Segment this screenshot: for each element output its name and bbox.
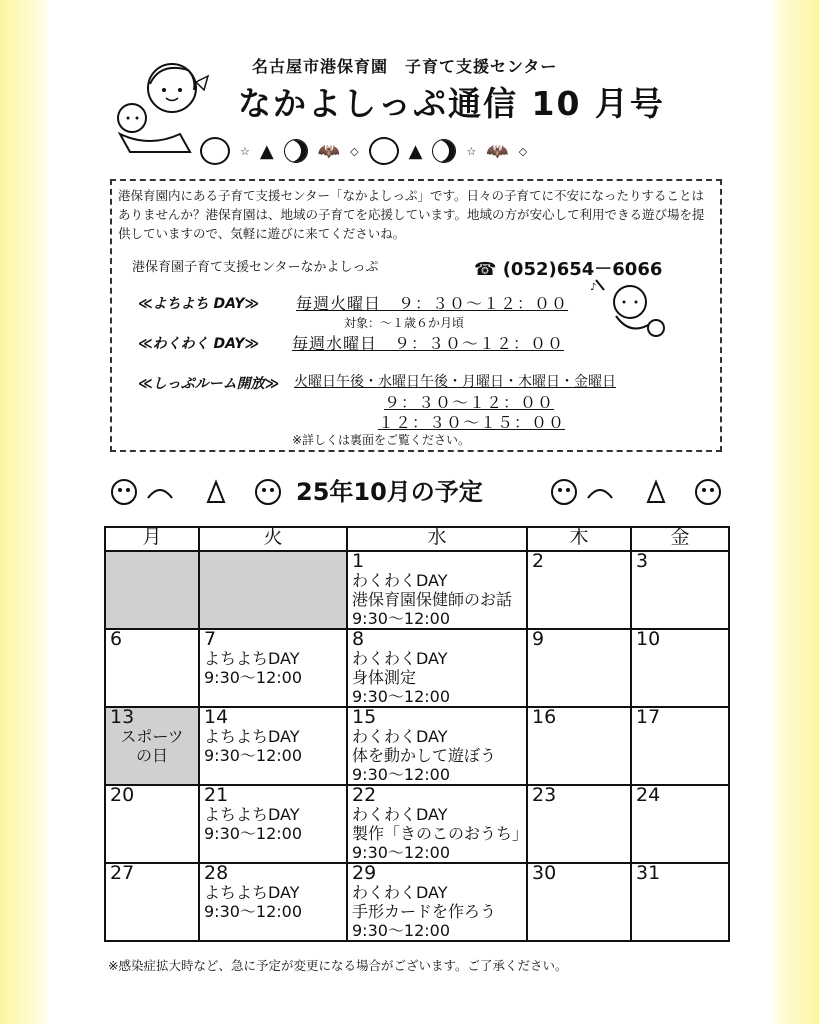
calendar-day-cell (347, 863, 527, 941)
day-number: 22 (352, 784, 377, 806)
day-number: 24 (636, 784, 661, 806)
calendar-day-cell (199, 785, 347, 863)
day-number: 14 (204, 706, 229, 728)
calendar-day-cell (199, 863, 347, 941)
bat-icon: 🦇 (317, 140, 341, 162)
calendar-day-cell (105, 863, 199, 941)
day-event-line: 9:30～12:00 (352, 843, 451, 862)
day-number: 27 (110, 862, 135, 884)
calendar-day-cell (631, 629, 729, 707)
day-event-line: 9:30～12:00 (204, 668, 303, 687)
day-number: 7 (204, 628, 217, 650)
day-event-line: わくわくDAY (352, 727, 448, 746)
day-number: 30 (532, 862, 557, 884)
weekday-header: 火 (199, 527, 347, 551)
room-open-label: ≪しっぷルーム開放≫ (138, 376, 280, 392)
witch-hat-icon: ▲ (259, 140, 274, 162)
calendar-day-cell (199, 707, 347, 785)
day-number: 17 (636, 706, 661, 728)
calendar-day-cell (527, 551, 631, 629)
day-event-line: 港保育園保健師のお話 (352, 590, 513, 609)
baby-illustration (590, 276, 670, 340)
svg-text:♪: ♪ (590, 282, 597, 293)
day-event-line: わくわくDAY (352, 805, 448, 824)
calendar-day-cell (631, 863, 729, 941)
day-event-line: 9:30～12:00 (204, 746, 303, 765)
center-name: 港保育園子育て支援センターなかよしっぷ (132, 260, 379, 275)
calendar-day-cell (347, 629, 527, 707)
candy-icon: ◇ (350, 144, 359, 158)
day-number: 10 (636, 628, 661, 650)
intro-text: 港保育園内にある子育て支援センター「なかよしっぷ」です。日々の子育てに不安になったりすることはありませんか？港保育園は、地域の子育てを応援しています。地域の方が安心して利用できる遊び場を提供していますので、気軽に遊びに来てくださいね。 (118, 188, 705, 241)
day-event-line: 9:30～12:00 (352, 765, 451, 784)
calendar-day-cell (105, 785, 199, 863)
calendar-day-cell (527, 785, 631, 863)
mother-baby-illustration (110, 56, 210, 156)
day-event-line: 9:30～12:00 (204, 902, 303, 921)
waku-day-time: 毎週水曜日 ９：３０～１２：００ (292, 334, 565, 353)
calendar-week-row (105, 551, 729, 629)
bat-icon: 🦇 (486, 140, 509, 162)
calendar-day-cell (347, 707, 527, 785)
day-number: 20 (110, 784, 135, 806)
day-number: 8 (352, 628, 365, 650)
yochi-day-target: 対象：～１歳６か月頃 (344, 316, 465, 330)
day-event-line: 9:30～12:00 (352, 921, 451, 940)
day-number: 1 (352, 550, 365, 572)
day-event-line: よちよちDAY (204, 883, 300, 902)
calendar-day-cell (527, 629, 631, 707)
calendar-day-cell (347, 785, 527, 863)
day-event-line: よちよちDAY (204, 805, 300, 824)
calendar-week-row (105, 863, 729, 941)
day-event-line: よちよちDAY (204, 727, 300, 746)
raccoon-fox-decoration-right (548, 474, 728, 510)
calendar-header-row (105, 527, 729, 551)
pumpkin-icon (200, 137, 230, 165)
day-event-line: 手形カードを作ろう (352, 902, 497, 921)
calendar-day-cell (631, 785, 729, 863)
calendar-title: 25年10月の予定 (296, 478, 483, 506)
calendar-day-cell (631, 707, 729, 785)
footer-note: ※感染症拡大時など、急に予定が変更になる場合がございます。ご了承ください。 (108, 958, 568, 973)
day-number: 3 (636, 550, 649, 572)
candy-icon: ◇ (518, 144, 528, 158)
day-event-line: 製作「きのこのおうち」 (352, 824, 529, 843)
star-icon: ☆ (240, 144, 250, 158)
calendar-day-cell (631, 551, 729, 629)
calendar-day-cell (347, 551, 527, 629)
star-icon: ☆ (466, 144, 477, 158)
calendar-day-cell (527, 863, 631, 941)
october-calendar (104, 526, 730, 942)
newsletter-title: なかよしっぷ通信 10 月号 (238, 84, 665, 123)
day-number: 15 (352, 706, 377, 728)
pumpkin-icon (369, 137, 399, 165)
day-number: 9 (532, 628, 545, 650)
calendar-week-row (105, 785, 729, 863)
weekday-header: 月 (105, 527, 199, 551)
day-event-line: 9:30～12:00 (352, 609, 451, 628)
calendar-day-cell (527, 707, 631, 785)
calendar-day-cell (105, 707, 199, 785)
room-open-time-afternoon: １２：３０～１５：００ (378, 413, 566, 432)
moon-icon (284, 139, 308, 163)
day-number: 13 (110, 706, 135, 728)
day-number: 16 (532, 706, 557, 728)
weekday-header: 金 (631, 527, 729, 551)
day-number: 29 (352, 862, 377, 884)
room-open-note: ※詳しくは裏面をご覧ください。 (292, 433, 471, 447)
day-event-line: わくわくDAY (352, 571, 448, 590)
day-number: 21 (204, 784, 229, 806)
organization-name: 名古屋市港保育園 子育て支援センター (252, 57, 558, 76)
calendar-day-cell (105, 551, 199, 629)
day-event-line: 身体測定 (352, 668, 417, 687)
yochi-day-label: ≪よちよち DAY≫ (138, 296, 260, 312)
day-number: 6 (110, 628, 123, 650)
yochi-day-time: 毎週火曜日 ９：３０～１２：００ (296, 294, 569, 313)
day-event-line: わくわくDAY (352, 649, 448, 668)
waku-day-label: ≪わくわく DAY≫ (138, 336, 260, 352)
day-event-line: スポーツ (120, 727, 184, 746)
weekday-header: 木 (527, 527, 631, 551)
calendar-day-cell (105, 629, 199, 707)
calendar-day-cell (199, 551, 347, 629)
calendar-day-cell (199, 629, 347, 707)
day-event-line: 体を動かして遊ぼう (352, 746, 497, 765)
day-number: 2 (532, 550, 545, 572)
phone-number: ☎ (052)654－6066 (474, 259, 663, 280)
moon-icon (432, 139, 456, 163)
room-open-days: 火曜日午後・水曜日午後・月曜日・木曜日・金曜日 (294, 374, 616, 390)
day-event-line: よちよちDAY (204, 649, 300, 668)
witch-hat-icon: ▲ (408, 140, 423, 162)
day-event-line: 9:30～12:00 (204, 824, 303, 843)
raccoon-fox-decoration-left (108, 474, 288, 510)
day-event-line: 9:30～12:00 (352, 687, 451, 706)
calendar-week-row (105, 707, 729, 785)
weekday-header: 水 (347, 527, 527, 551)
day-number: 23 (532, 784, 557, 806)
day-event-line: わくわくDAY (352, 883, 448, 902)
day-number: 31 (636, 862, 661, 884)
halloween-decoration-row (200, 134, 720, 168)
day-event-line: の日 (135, 746, 168, 765)
room-open-time-morning: ９：３０～１２：００ (384, 393, 555, 412)
day-number: 28 (204, 862, 229, 884)
calendar-week-row (105, 629, 729, 707)
